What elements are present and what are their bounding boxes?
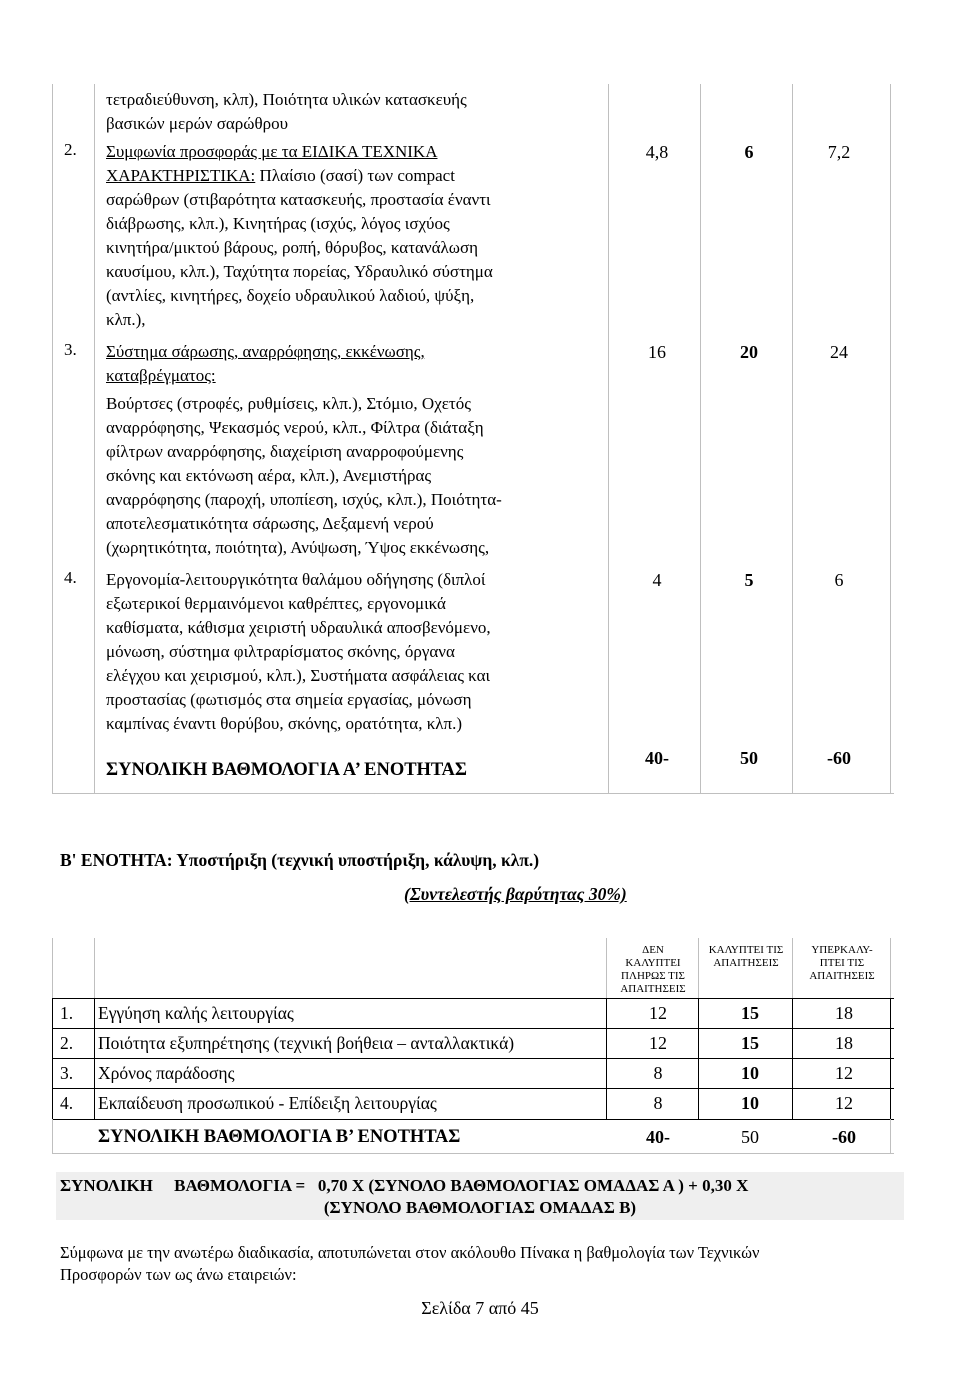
row-line: (χωρητικότητα, ποιότητα), Ανύψωση, Ύψος εκκένωσης, [106, 538, 490, 557]
formula-line: (ΣΥΝΟΛΟ ΒΑΘΜΟΛΟΓΙΑΣ ΟΜΑΔΑΣ Β) [323, 1198, 637, 1217]
header-line: ΚΑΛΥΠΤΕΙ ΤΙΣ [708, 944, 784, 956]
score-high: 7,2 [827, 142, 851, 162]
total-row-b [52, 1120, 894, 1154]
row-line: Εργονομία-λειτουργικότητα θαλάμου οδήγησης (διπλοί [106, 570, 486, 589]
row-number: 3. [60, 1063, 74, 1083]
score-high: 18 [835, 1033, 853, 1053]
score-mid: 6 [744, 142, 754, 162]
header-line: ΔΕΝ [642, 944, 664, 956]
grid-line [52, 793, 894, 794]
grid-line [890, 938, 891, 998]
row-line: φίλτρων αναρρόφησης, διαχείριση αναρροφούμενης [106, 442, 464, 461]
header-line: ΑΠΑΙΤΗΣΕΙΣ [620, 983, 686, 995]
score-high: -60 [832, 1127, 856, 1147]
grid-line [792, 938, 793, 998]
score-low: 8 [653, 1093, 663, 1113]
row-label: Εγγύηση καλής λειτουργίας [98, 1003, 294, 1023]
score-mid: 10 [741, 1063, 759, 1083]
grid-line [52, 938, 53, 998]
grid-line [52, 84, 53, 794]
table-row [52, 998, 894, 1028]
continuation-line: βασικών μερών σαρώθρου [106, 114, 288, 133]
header-line: ΑΠΑΙΤΗΣΕΙΣ [713, 957, 779, 969]
score-low: 40- [646, 1127, 670, 1147]
score-low: 4,8 [645, 142, 669, 162]
grid-line [890, 84, 891, 794]
row-number: 4. [64, 568, 77, 587]
score-low: 8 [653, 1063, 663, 1083]
score-high: 6 [834, 570, 844, 590]
table-row [52, 1028, 894, 1058]
score-low: 4 [652, 570, 662, 590]
row-heading: καταβρέγματος: [106, 366, 216, 385]
header-line: ΠΤΕΙ ΤΙΣ [819, 957, 865, 969]
header-exceeds [794, 944, 890, 983]
row-number: 3. [64, 340, 77, 359]
score-high: 18 [835, 1003, 853, 1023]
row-line: μόνωση, σύστημα φιλτραρίσματος σκόνης, όργανα [106, 642, 455, 661]
formula-box [56, 1172, 904, 1220]
grid-line [698, 938, 699, 998]
section-a-table [52, 84, 894, 794]
row-line: σκόνης και εκτόνωση αέρα, κλπ.), Ανεμιστήρας [106, 466, 432, 485]
header-meets [700, 944, 792, 970]
score-high: 24 [830, 342, 848, 362]
total-label: ΣΥΝΟΛΙΚΗ ΒΑΘΜΟΛΟΓΙΑ Α’ ΕΝΟΤΗΤΑΣ [106, 760, 467, 780]
score-high: 12 [835, 1093, 853, 1113]
row-line: προστασίας (φωτισμός στα σημεία εργασίας, μόνωση [106, 690, 472, 709]
header-line: ΑΠΑΙΤΗΣΕΙΣ [809, 970, 875, 982]
row-line: σαρώθρων (στιβαρότητα κατασκευής, προστασία έναντι [106, 190, 491, 209]
row-line: εξωτερικοί θερμαινόμενοι καθρέπτες, εργονομικά [106, 594, 446, 613]
total-label: ΣΥΝΟΛΙΚΗ ΒΑΘΜΟΛΟΓΙΑ Β’ ΕΝΟΤΗΤΑΣ [98, 1127, 461, 1147]
score-high: -60 [827, 748, 851, 768]
row-line: διάβρωσης, κλπ.), Κινητήρας (ισχύς, λόγος ισχύος [106, 214, 450, 233]
page-footer: Σελίδα 7 από 45 [421, 1298, 539, 1318]
score-low: 12 [649, 1033, 667, 1053]
row-line: ΧΑΡΑΚΤΗΡΙΣΤΙΚΑ: Πλαίσιο (σασί) των compact [106, 166, 455, 185]
closing-line: Σύμφωνα με την ανωτέρω διαδικασία, αποτυπώνεται στον ακόλουθο Πίνακα η βαθμολογία των Τεχνικών [60, 1243, 760, 1262]
row-number: 2. [64, 140, 77, 159]
header-line: ΠΛΗΡΩΣ ΤΙΣ [621, 970, 685, 982]
row-number: 1. [60, 1003, 74, 1023]
row-line: αναρρόφησης, Ψεκασμός νερού, κλπ., Φίλτρα (διάταξη [106, 418, 484, 437]
row-line: καμπίνας έναντι θορύβου, σκόνης, ορατότητα, κλπ.) [106, 714, 463, 733]
closing-line: Προσφορών των ως άνω εταιρειών: [60, 1265, 297, 1284]
header-not-fully-meets [608, 944, 698, 996]
row-number: 4. [60, 1093, 74, 1113]
score-mid: 20 [740, 342, 758, 362]
score-mid: 10 [741, 1093, 759, 1113]
row-line: καυσίμου, κλπ.), Ταχύτητα πορείας, Υδραυλικό σύστημα [106, 262, 493, 281]
grid-line [606, 938, 607, 998]
row-line: αποτελεσματικότητα σάρωσης, Δεξαμενή νερού [106, 514, 434, 533]
section-b-title: Β' ΕΝΟΤΗΤΑ: Υποστήριξη (τεχνική υποστήριξη, κάλυψη, κλπ.) [60, 850, 540, 870]
header-line: ΚΑΛΥΠΤΕΙ [625, 957, 681, 969]
row-line: καθίσματα, κάθισμα χειριστή υδραυλικά αποσβενόμενο, [106, 618, 491, 637]
row-label: Ποιότητα εξυπηρέτησης (τεχνική βοήθεια – ανταλλακτικά) [98, 1033, 515, 1053]
score-low: 12 [649, 1003, 667, 1023]
row-line: (αντλίες, κινητήρες, δοχείο υδραυλικού λαδιού, ψύξη, [106, 286, 475, 305]
closing-paragraph [60, 1242, 920, 1286]
score-mid: 15 [741, 1003, 759, 1023]
table-row [52, 1058, 894, 1088]
score-mid: 50 [740, 748, 758, 768]
score-low: 40- [645, 748, 669, 768]
row-number: 2. [60, 1033, 74, 1053]
score-high: 12 [835, 1063, 853, 1083]
score-mid: 5 [744, 570, 754, 590]
formula-line: ΣΥΝΟΛΙΚΗ ΒΑΘΜΟΛΟΓΙΑ = 0,70 Χ (ΣΥΝΟΛΟ ΒΑΘΜΟΛΟΓΙΑΣ ΟΜΑΔΑΣ Α ) + 0,30 Χ [60, 1176, 749, 1195]
row-line: κινητήρα/μικτού βάρους, ροπή, θόρυβος, κατανάλωση [106, 238, 479, 257]
score-low: 16 [648, 342, 666, 362]
row-line: Συμφωνία προσφοράς με τα ΕΙΔΙΚΑ ΤΕΧΝΙΚΑ [106, 142, 438, 161]
row-label: Εκπαίδευση προσωπικού - Επίδειξη λειτουργίας [98, 1093, 437, 1113]
grid-line [94, 84, 95, 794]
header-line: ΥΠΕΡΚΑΛΥ- [811, 944, 873, 956]
score-mid: 15 [741, 1033, 759, 1053]
grid-line [700, 84, 701, 794]
row-line: αναρρόφησης (παροχή, υποπίεση, ισχύς, κλπ.), Ποιότητα- [106, 490, 502, 509]
score-mid: 50 [741, 1127, 759, 1147]
grid-line [608, 84, 609, 794]
row-line: Βούρτσες (στροφές, ρυθμίσεις, κλπ.), Στόμιο, Οχετός [106, 394, 471, 413]
continuation-line: τετραδιεύθυνση, κλπ), Ποιότητα υλικών κατασκευής [106, 90, 467, 109]
grid-line [94, 938, 95, 998]
section-b-table [52, 938, 894, 1154]
grid-line [792, 84, 793, 794]
row-line: ελέγχου και χειρισμού, κλπ.), Συστήματα ασφάλειας και [106, 666, 491, 685]
row-line: κλπ.), [106, 310, 146, 329]
section-b-weight: (Συντελεστής βαρύτητας 30%) [404, 884, 627, 904]
table-row [52, 1088, 894, 1118]
row-label: Χρόνος παράδοσης [98, 1063, 235, 1083]
row-heading: Σύστημα σάρωσης, αναρρόφησης, εκκένωσης, [106, 342, 425, 361]
